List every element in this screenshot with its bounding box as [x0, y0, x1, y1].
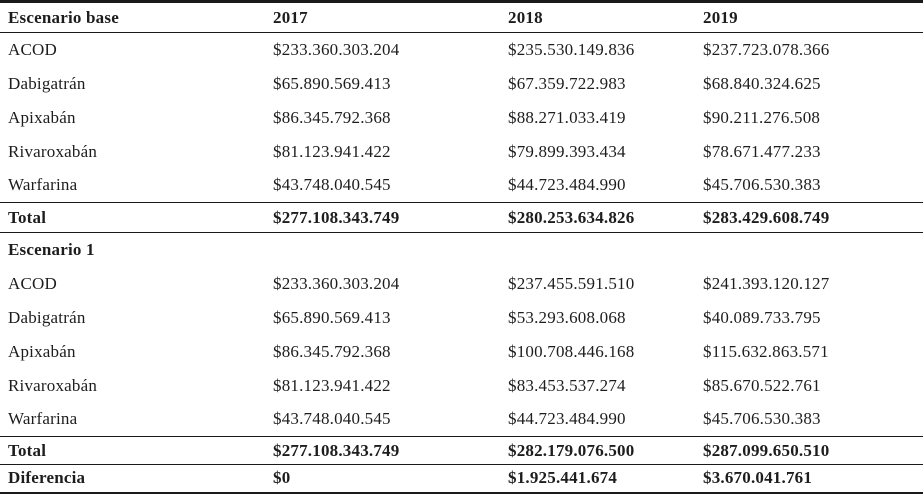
- table-row-s1-dabigatran: [0, 301, 923, 335]
- table-row-base-warfarina: [0, 169, 923, 203]
- table-row-base-rivaroxaban: [0, 135, 923, 169]
- cell-value: $282.179.076.500: [508, 437, 703, 465]
- cell-value: $0: [273, 465, 508, 493]
- cell-value: $277.108.343.749: [273, 437, 508, 465]
- header-year-2018: 2018: [508, 2, 703, 33]
- cell-value: $280.253.634.826: [508, 203, 703, 233]
- cell-value: $65.890.569.413: [273, 73, 391, 93]
- cell-empty: [273, 233, 508, 267]
- row-label: Warfarina: [8, 409, 78, 429]
- cell-value: $44.723.484.990: [508, 175, 626, 195]
- row-label: Apixabán: [8, 341, 76, 361]
- cell-value: $115.632.863.571: [703, 341, 829, 361]
- cell-empty: [703, 233, 923, 267]
- cell-value: $233.360.303.204: [273, 39, 400, 59]
- cell-value: $235.530.149.836: [508, 39, 635, 59]
- section-label: Escenario 1: [0, 233, 273, 267]
- row-label: Total: [0, 203, 273, 233]
- cell-value: $88.271.033.419: [508, 107, 626, 127]
- cell-value: $237.455.591.510: [508, 273, 635, 293]
- row-label: Dabigatrán: [8, 307, 86, 327]
- cell-value: $1.925.441.674: [508, 465, 703, 493]
- cell-value: $86.345.792.368: [273, 341, 391, 361]
- cell-value: $287.099.650.510: [703, 437, 923, 465]
- cell-value: $86.345.792.368: [273, 107, 391, 127]
- cell-value: $237.723.078.366: [703, 39, 830, 59]
- cell-value: $79.899.393.434: [508, 141, 626, 161]
- table-row-base-dabigatran: [0, 67, 923, 101]
- table-row-base-total: [0, 203, 923, 233]
- cell-value: $100.708.446.168: [508, 341, 635, 361]
- row-label: Total: [0, 437, 273, 465]
- row-label: Dabigatrán: [8, 73, 86, 93]
- cell-value: $43.748.040.545: [273, 175, 391, 195]
- cell-value: $40.089.733.795: [703, 307, 821, 327]
- row-label: Apixabán: [8, 107, 76, 127]
- cell-value: $78.671.477.233: [703, 141, 821, 161]
- cell-value: $283.429.608.749: [703, 203, 923, 233]
- cell-value: $3.670.041.761: [703, 465, 923, 493]
- cell-value: $53.293.608.068: [508, 307, 626, 327]
- cell-value: $67.359.722.983: [508, 73, 626, 93]
- cell-value: $81.123.941.422: [273, 375, 391, 395]
- table-row-s1-rivaroxaban: [0, 369, 923, 403]
- cell-value: $43.748.040.545: [273, 409, 391, 429]
- table-row-s1-acod: [0, 267, 923, 301]
- row-label: Rivaroxabán: [8, 141, 98, 161]
- table-row-s1-total: [0, 437, 923, 465]
- cell-value: $44.723.484.990: [508, 409, 626, 429]
- cell-value: $277.108.343.749: [273, 203, 508, 233]
- table-row-diferencia: [0, 465, 923, 493]
- cell-value: $241.393.120.127: [703, 273, 830, 293]
- cell-value: $81.123.941.422: [273, 141, 391, 161]
- cell-value: $45.706.530.383: [703, 175, 821, 195]
- cell-value: $83.453.537.274: [508, 375, 626, 395]
- header-year-2019: 2019: [703, 2, 923, 33]
- cell-value: $45.706.530.383: [703, 409, 821, 429]
- cell-value: $90.211.276.508: [703, 107, 821, 127]
- cell-value: $85.670.522.761: [703, 375, 821, 395]
- row-label: ACOD: [8, 273, 57, 293]
- row-label: ACOD: [8, 39, 57, 59]
- table-row-base-acod: [0, 33, 923, 67]
- cell-value: $65.890.569.413: [273, 307, 391, 327]
- cell-value: $68.840.324.625: [703, 73, 821, 93]
- row-label: Diferencia: [0, 465, 273, 493]
- table-row-s1-warfarina: [0, 403, 923, 437]
- table-row-s1-apixaban: [0, 335, 923, 369]
- section-header-escenario-1: [0, 233, 923, 267]
- cell-value: $233.360.303.204: [273, 273, 400, 293]
- header-year-2017: 2017: [273, 2, 508, 33]
- header-scenario-base: Escenario base: [0, 2, 273, 33]
- cell-empty: [508, 233, 703, 267]
- table-header-row: [0, 2, 923, 33]
- table-row-base-apixaban: [0, 101, 923, 135]
- row-label: Rivaroxabán: [8, 375, 98, 395]
- row-label: Warfarina: [8, 175, 78, 195]
